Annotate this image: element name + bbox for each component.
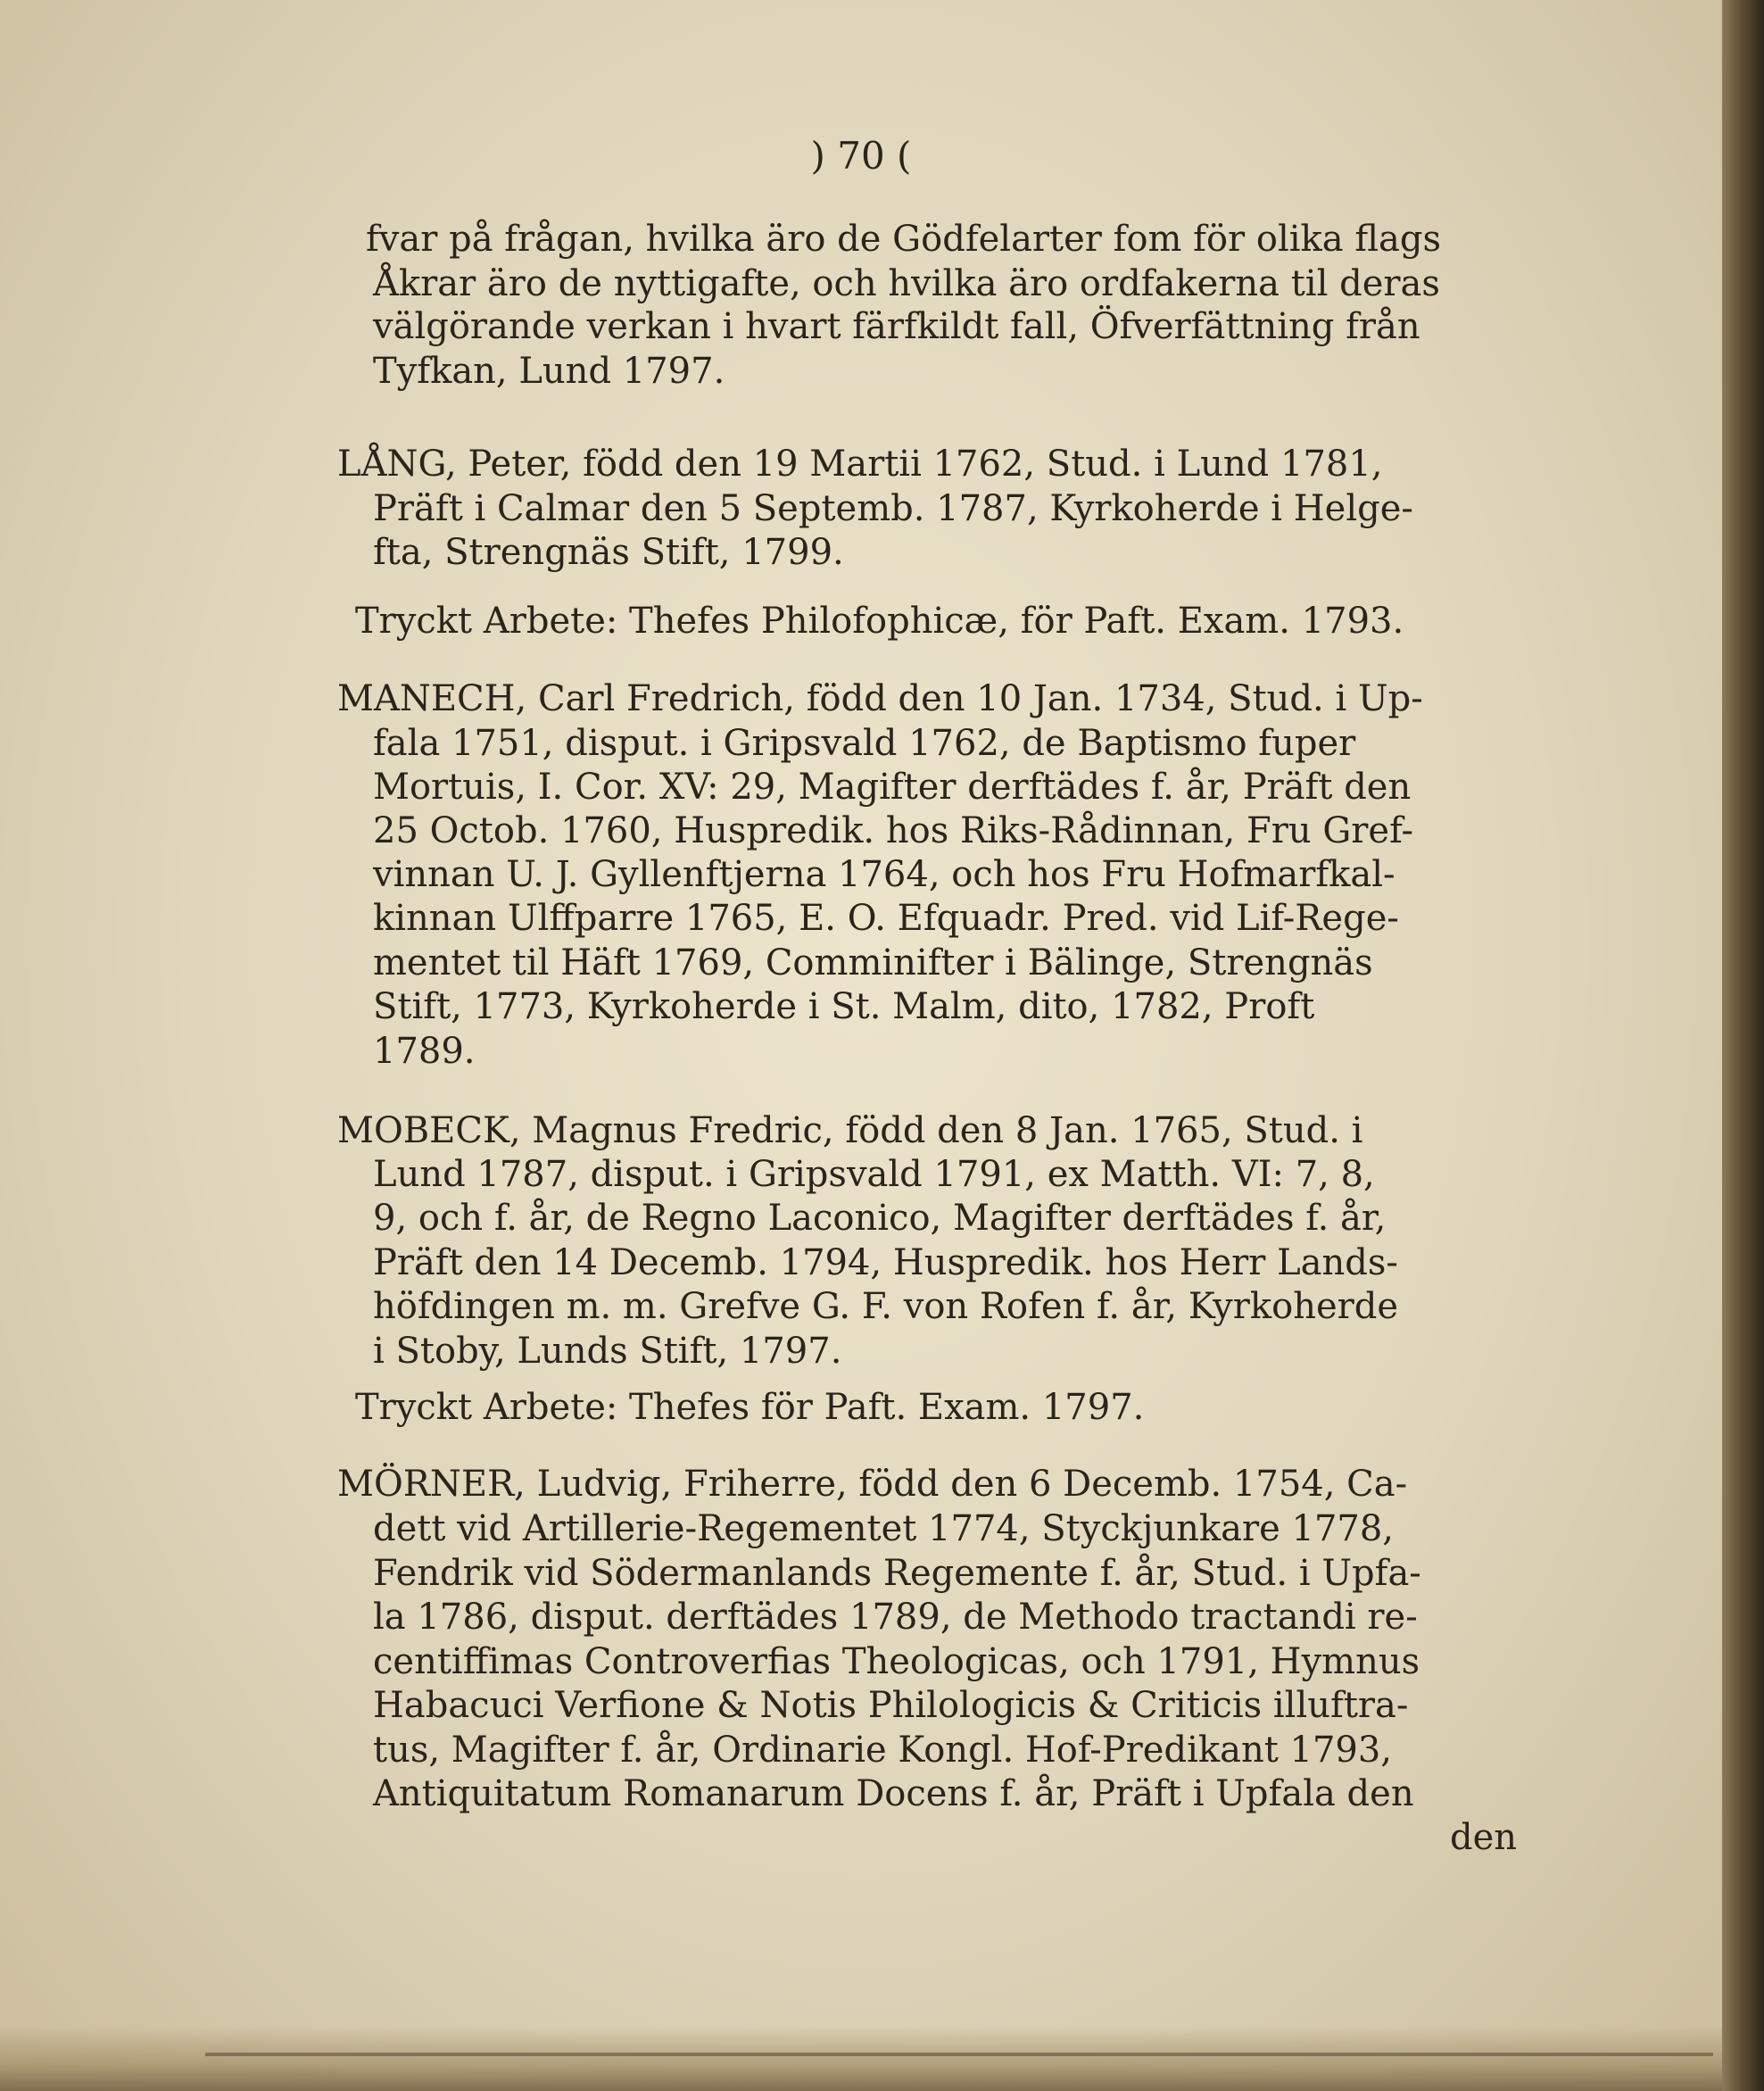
- text-line: 25 Octob. 1760, Huspredik. hos Riks-Rådinnan, Fru Gref-: [373, 810, 1413, 851]
- entry-heading-manech: MANECH, Carl Fredrich, född den 10 Jan. 1734, Stud. i Up-: [337, 678, 1423, 719]
- text-line: Mortuis, I. Cor. XV: 29, Magifter derftädes f. år, Präft den: [373, 767, 1412, 808]
- text-line: centiffimas Controverfias Theologicas, och 1791, Hymnus: [373, 1641, 1420, 1682]
- text-line: vinnan U. J. Gyllenftjerna 1764, och hos Fru Hofmarfkal-: [373, 854, 1395, 895]
- page-edge-line: [205, 2053, 1713, 2056]
- text-line: Antiquitatum Romanarum Docens f. år, Präft i Upfala den: [373, 1773, 1414, 1814]
- text-line: Åkrar äro de nyttigafte, och hvilka äro ordfakerna til deras: [373, 263, 1440, 304]
- text-line: höfdingen m. m. Grefve G. F. von Rofen f. år, Kyrkoherde: [373, 1286, 1399, 1327]
- text-line: Präft i Calmar den 5 Septemb. 1787, Kyrkoherde i Helge-: [373, 488, 1413, 529]
- text-line: mentet til Häft 1769, Comminifter i Bälinge, Strengnäs: [373, 942, 1373, 983]
- text-line: 9, och f. år, de Regno Laconico, Magifter derftädes f. år,: [373, 1198, 1387, 1239]
- text-line: fta, Strengnäs Stift, 1799.: [373, 532, 844, 573]
- entry-heading-mobeck: MOBECK, Magnus Fredric, född den 8 Jan. 1765, Stud. i: [337, 1110, 1363, 1151]
- text-line: Lund 1787, disput. i Gripsvald 1791, ex Matth. VI: 7, 8,: [373, 1154, 1375, 1195]
- text-line: Fendrik vid Södermanlands Regemente f. år, Stud. i Upfa-: [373, 1553, 1421, 1594]
- text-line: kinnan Ulffparre 1765, E. O. Efquadr. Pred. vid Lif-Rege-: [373, 898, 1399, 939]
- book-spine-edge: [1722, 0, 1764, 2091]
- text-line: 1789.: [373, 1031, 476, 1072]
- text-line: Stift, 1773, Kyrkoherde i St. Malm, dito, 1782, Proft: [373, 986, 1315, 1027]
- entry-heading-morner: MÖRNER, Ludvig, Friherre, född den 6 Decemb. 1754, Ca-: [337, 1464, 1408, 1505]
- text-line: Tryckt Arbete: Thefes för Paft. Exam. 1797.: [355, 1387, 1145, 1428]
- text-line: Habacuci Verfione & Notis Philologicis & Criticis illuftra-: [373, 1685, 1409, 1726]
- text-line: Präft den 14 Decemb. 1794, Huspredik. hos Herr Lands-: [373, 1242, 1398, 1283]
- text-line: Tyfkan, Lund 1797.: [373, 351, 725, 392]
- text-line: i Stoby, Lunds Stift, 1797.: [373, 1331, 842, 1372]
- text-line: tus, Magifter f. år, Ordinarie Kongl. Hof-Predikant 1793,: [373, 1730, 1393, 1771]
- text-line: dett vid Artillerie-Regementet 1774, Styckjunkare 1778,: [373, 1508, 1395, 1549]
- text-line: fala 1751, disput. i Gripsvald 1762, de Baptismo fuper: [373, 723, 1356, 764]
- text-line: Tryckt Arbete: Thefes Philofophicæ, för Paft. Exam. 1793.: [355, 601, 1404, 642]
- text-line: fvar på frågan, hvilka äro de Gödfelarter fom för olika flags: [366, 219, 1442, 260]
- page-bottom-shadow: [0, 2026, 1722, 2091]
- text-line: la 1786, disput. derftädes 1789, de Methodo tractandi re-: [373, 1597, 1418, 1638]
- page-number: ) 70 (: [810, 134, 912, 178]
- catchword: den: [1450, 1817, 1518, 1858]
- entry-heading-lang: LÅNG, Peter, född den 19 Martii 1762, Stud. i Lund 1781,: [337, 444, 1383, 485]
- text-line: välgörande verkan i hvart färfkildt fall, Öfverfättning från: [373, 306, 1420, 347]
